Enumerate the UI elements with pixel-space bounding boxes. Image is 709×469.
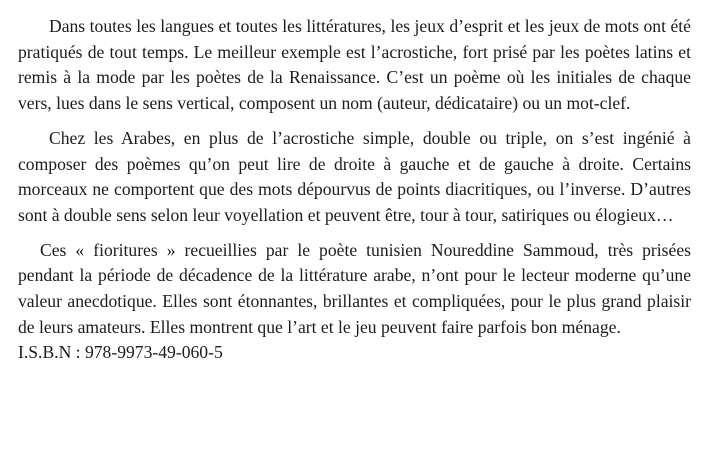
paragraph-fioritures: Ces « fioritures » recueillies par le poète tunisien Noureddine Sammoud, très prisées pendant la période de décadence de la littérature arabe, n’ont pour le lecteur moderne qu’une valeur anecdotique. Elles sont étonnantes, brillantes et compliquées, pour le plus grand plaisir de leurs amateurs. Elles montrent que l’art et le jeu peuvent faire parfois bon ménage. [18,239,691,337]
paragraph-arabes: Chez les Arabes, en plus de l’acrostiche simple, double ou triple, on s’est ingénié à composer des poèmes qu’on peut lire de droite à gauche et de gauche à droite. Certains morceaux ne comportent que des mots dépourvus de points diacritiques, ou l’inverse. D’autres sont à double sens selon leur voyellation et peuvent être, tour à tour, satiriques ou élogieux… [18,127,691,225]
isbn-line: I.S.B.N : 978-9973-49-060-5 [18,342,223,363]
paragraph-acrostiche: Dans toutes les langues et toutes les littératures, les jeux d’esprit et les jeux de mots ont été pratiqués de tout temps. Le meilleur exemple est l’acrostiche, fort prisé par les poètes latins et remis à la mode par les poètes de la Renaissance. C’est un poème où les initiales de chaque vers, lues dans le sens vertical, composent un nom (auteur, dédicataire) ou un mot-clef. [18,16,691,114]
